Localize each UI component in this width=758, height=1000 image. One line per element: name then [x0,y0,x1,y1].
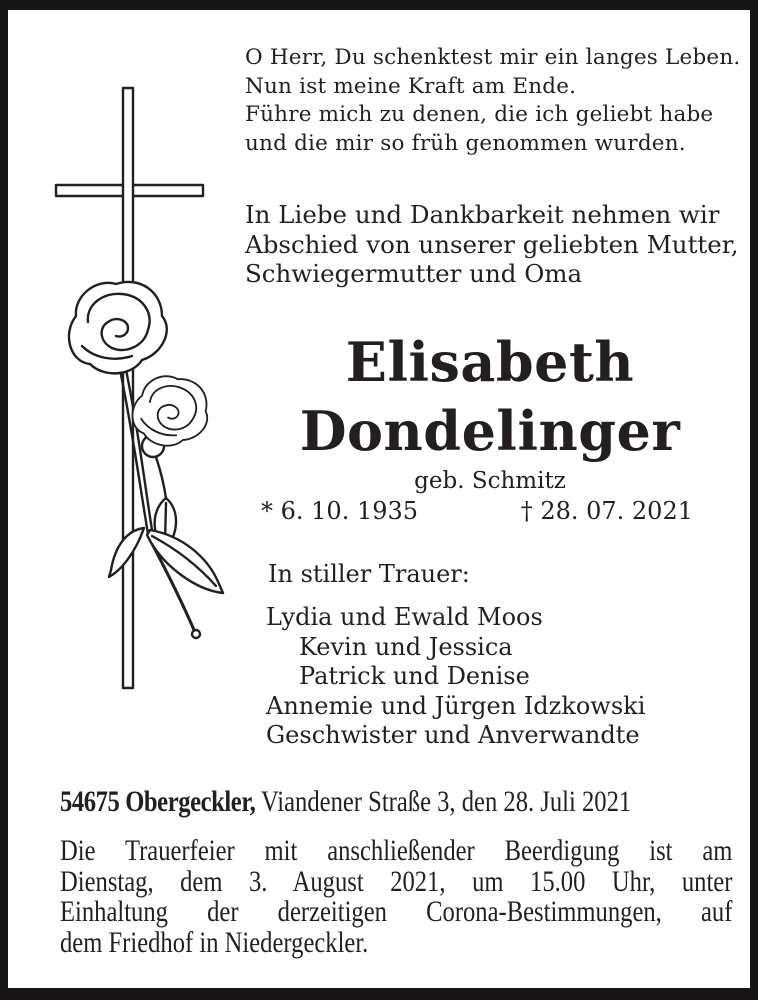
death-date: † 28. 07. 2021 [520,497,693,525]
funeral-line: Die Trauerfeier mit anschließender Beerdigung ist am [60,834,733,867]
mourning-label: In stiller Trauer: [268,560,470,588]
intro-line: In Liebe und Dankbarkeit nehmen wir [245,200,720,229]
funeral-line: Dienstag, dem 3. August 2021, um 15.00 Uhr, unter [60,864,733,898]
life-dates [261,497,693,525]
mourner-line: Kevin und Jessica [299,632,513,661]
mourner-line: Annemie und Jürgen Idzkowski [266,691,646,720]
intro-line: Schwiegermutter und Oma [245,259,583,288]
address-place: 54675 Obergeckler, [60,785,256,818]
verse-line: Nun ist meine Kraft am Ende. [245,73,577,99]
verse-line: und die mir so früh genommen wurden. [245,130,686,156]
mourners-list [266,603,736,751]
verse-line: Führe mich zu denen, die ich geliebt habe [245,102,714,127]
mourner-line: Lydia und Ewald Moos [266,603,543,631]
deceased-first-name: Elisabeth [345,330,635,394]
cross-and-roses-illustration [48,78,250,696]
funeral-line: Einhaltung der derzeitigen Corona-Bestimmungen, auf [60,895,733,928]
address-street-date: Viandener Straße 3, den 28. Juli 2021 [255,785,632,818]
mourner-line: Patrick und Denise [299,662,530,690]
rose-bloom-large [69,282,167,373]
verse-line: O Herr, Du schenktest mir ein langes Leben. [245,45,741,70]
funeral-information [60,836,732,958]
deceased-name [245,328,735,466]
address-line [60,785,726,819]
mourner-line: Geschwister und Anverwandte [266,721,640,749]
introduction-text [245,200,745,289]
birth-date: * 6. 10. 1935 [261,497,419,525]
deceased-last-name: Dondelinger [299,399,681,463]
obituary-notice [8,10,750,988]
funeral-line: dem Friedhof in Niedergeckler. [60,925,369,959]
opening-verse [245,44,745,158]
maiden-name: geb. Schmitz [414,468,566,494]
intro-line: Abschied von unserer geliebten Mutter, [245,229,739,259]
